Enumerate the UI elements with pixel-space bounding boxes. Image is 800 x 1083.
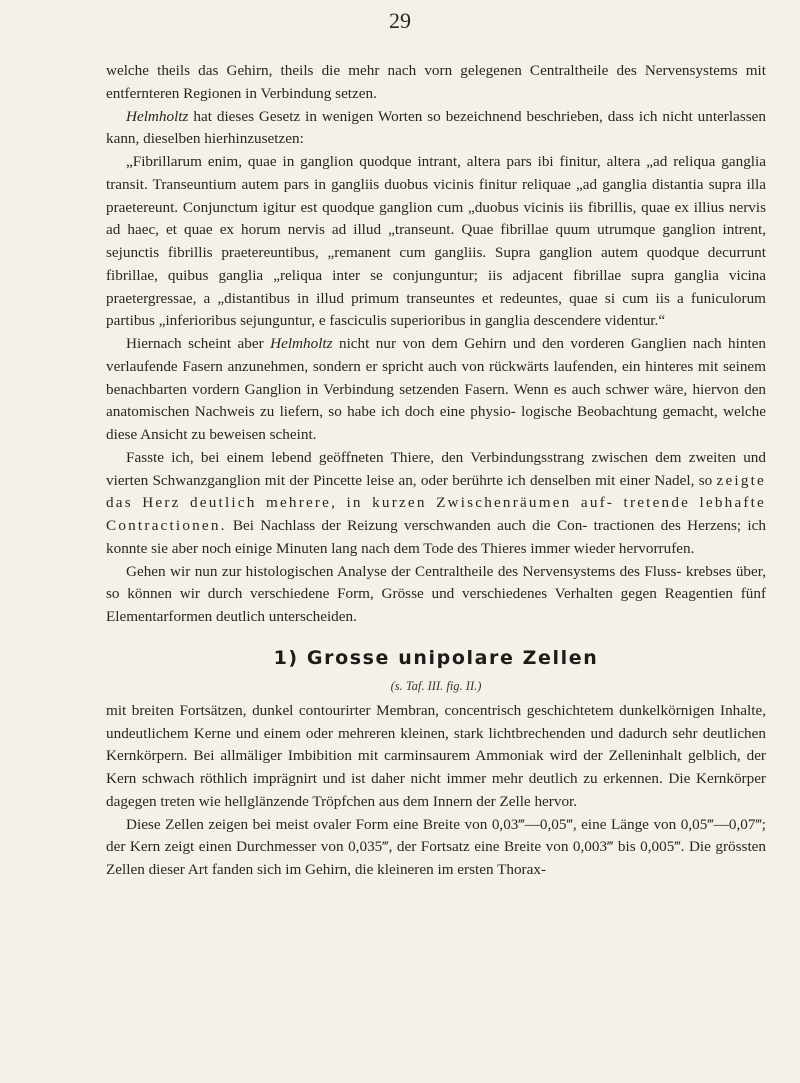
- paragraph-text: Bei Nachlass der Reizung verschwanden auch die Con- tractionen des Herzens; ich konnte sie aber noch einige Minuten lang nach dem Tode des Thieres immer wieder hervorrufen.: [106, 517, 766, 557]
- paragraph-cell-dimensions: Diese Zellen zeigen bei meist ovaler Form eine Breite von 0,03‴—0,05‴, eine Länge von 0,05‴—0,07‴; der Kern zeigt einen Durchmesser von 0,035‴, der Fortsatz eine Breite von 0,003‴ bis 0,005‴. Die grössten Zellen dieser Art fanden sich im Gehirn, die kleineren im ersten Thorax-: [106, 815, 766, 878]
- author-name: Helmholtz: [270, 335, 333, 352]
- paragraph-text: hat dieses Gesetz in wenigen Worten so bezeichnend beschrieben, dass ich nicht unterlassen kann, dieselben hierhinzusetzen:: [106, 107, 766, 148]
- page-number: 29: [389, 8, 411, 33]
- section-heading: 1) Grosse unipolare Zellen: [273, 646, 599, 669]
- paragraph-histology: Gehen wir nun zur histologischen Analyse der Centraltheile des Nervensystems des Fluss- krebses über, so können wir durch verschiedene Form, Grösse und verschiedenes Verhalten gegen Reagentien fünf Elementarformen deutlich unterscheiden.: [106, 562, 766, 625]
- paragraph-helmholtz-intro: [106, 106, 766, 152]
- paragraph-hiernach: [106, 333, 766, 447]
- paragraph-text: Fasste ich, bei einem lebend geöffneten Thiere, den Verbindungsstrang zwischen dem zweiten und vierten Schwanzganglion mit der Pincette leise an, oder berührte ich denselben mit einer Nadel, so: [106, 448, 766, 489]
- spaced-emphasis: zeigte das Herz deutlich mehrere, in kurzen Zwischenräumen auf- tretende lebhafte Contractionen.: [106, 471, 766, 534]
- paragraph-text: Hiernach scheint aber: [126, 335, 271, 352]
- figure-reference: (s. Taf. III. fig. II.): [390, 678, 482, 693]
- paragraph-cell-description: mit breiten Fortsätzen, dunkel contourirter Membran, concentrisch geschichtetem dunkelkörnigen Inhalte, undeutlichem Kerne und einem oder mehreren kleinen, stark lichtbrechenden und dadurch sehr deutlichen Kernkörpern. Bei allmäliger Imbibition mit carminsaurem Ammoniak wird der Zelleninhalt gelblich, der Kern schwach röthlich imprägnirt und ist daher nicht immer mehr deutlich zu erkennen. Die Kernkörper dagegen treten wie hellglänzende Tröpfchen aus dem Innern der Zelle hervor.: [106, 701, 766, 810]
- latin-quote: „Fibrillarum enim, quae in ganglion quodque intrant, altera pars ibi finitur, altera „ad reliqua ganglia transit. Transeuntium autem pars in gangliis duobus vicinis finitur reliquae „ad ganglia distantia supra illa praetereunt. Conjunctum igitur est quodque ganglion cum „duobus vicinis iis fibrillis, quae ex illius nervis ad haec, et quae ex horum nervis ad illud „transeunt. Quae fibrillae quum utrumque ganglion intrent, sejunctis fibrillis praetereuntibus, „remanent cum gangliis. Supra ganglion autem quodque decurrunt fibrillae, quibus ganglia „reliqua inter se conjunguntur; iis adjacent fibrillae supra ganglia vicina praetergressae, a „distantibus in illud primum transeuntes et redeuntes, quae si cum iis a funiculorum partibus „inferioribus sejunguntur, e fasciculis superioribus in ganglia descendere videntur.“: [106, 153, 766, 330]
- body-text: [106, 60, 766, 882]
- paragraph-continuation: welche theils das Gehirn, theils die mehr nach vorn gelegenen Centraltheile des Nervensystems mit entfernteren Regionen in Verbindung setzen.: [106, 62, 766, 102]
- paragraph-text: nicht nur von dem Gehirn und den vorderen Ganglien nach hinten verlaufende Fasern anzunehmen, sondern er spricht auch von rückwärts laufenden, ein hinteres mit seinem benachbarten vordern Ganglion in Verbindung setzenden Fasern. Wenn es auch schwer wäre, hiervon den anatomischen Nachweis zu liefern, so habe ich doch eine physio- logische Beobachtung gemacht, welche diese Ansicht zu beweisen scheint.: [106, 335, 766, 443]
- author-name: Helmholtz: [126, 107, 189, 125]
- paragraph-experiment: [106, 447, 766, 561]
